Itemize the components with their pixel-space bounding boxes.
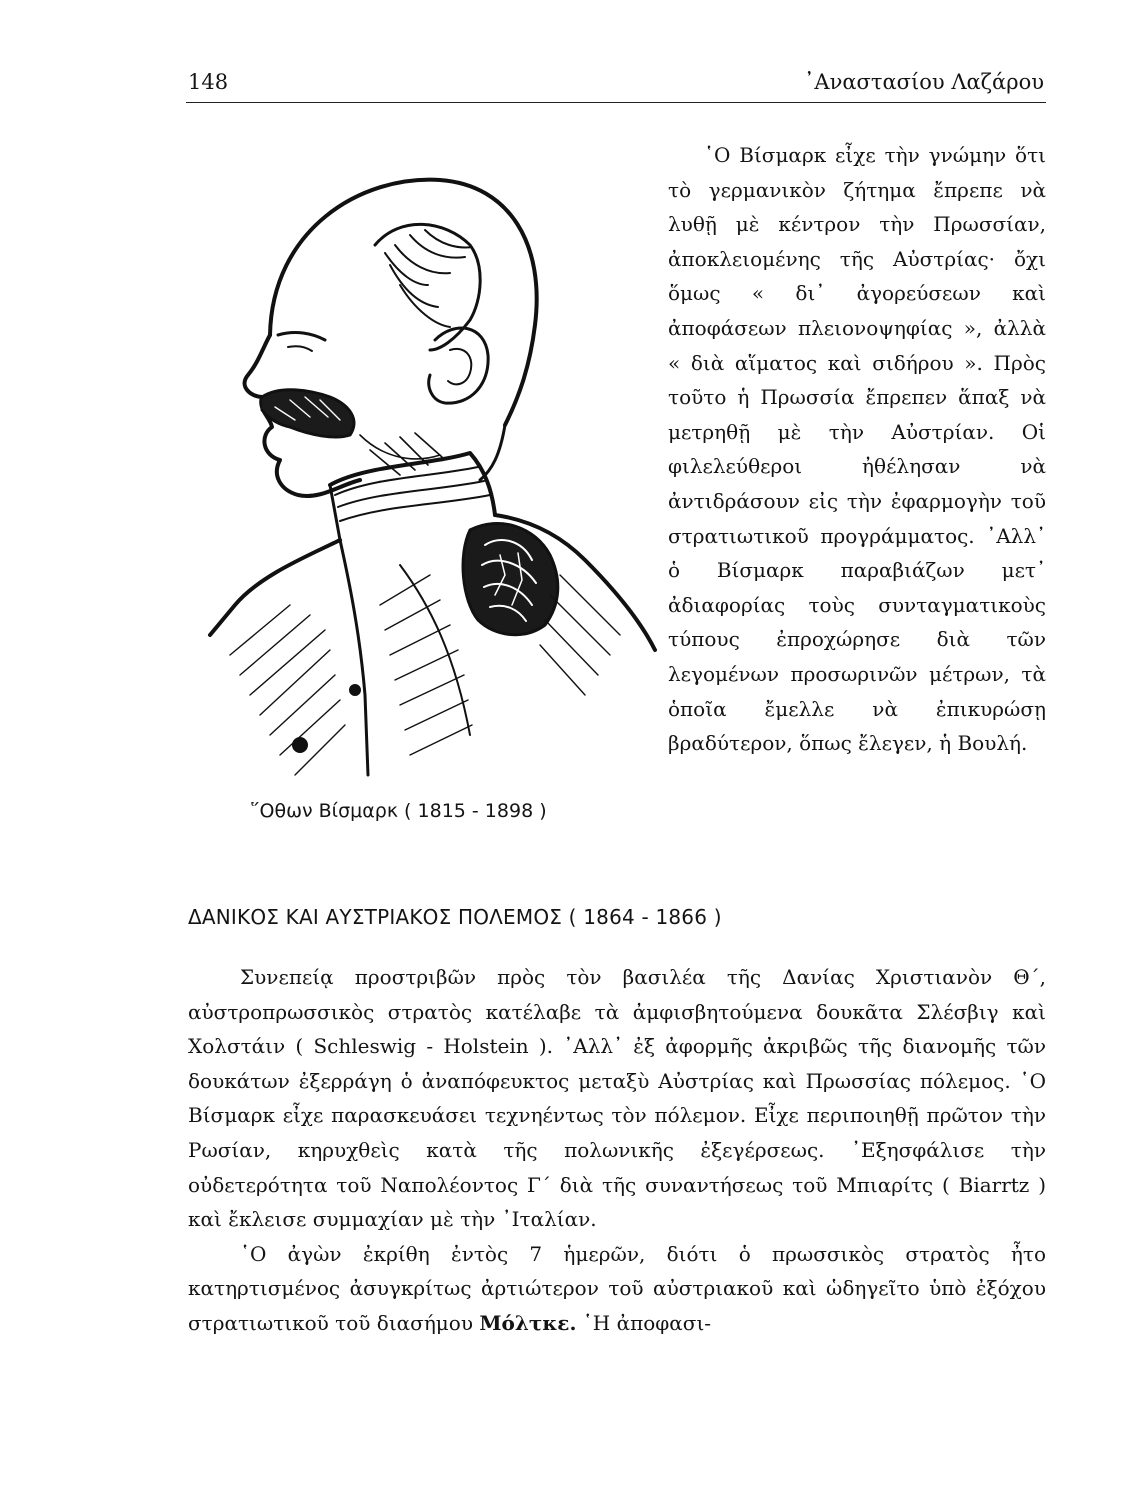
section-heading: ΔΑΝΙΚΟΣ ΚΑΙ ΑΥΣΤΡΙΑΚΟΣ ΠΟΛΕΜΟΣ ( 1864 - 1866 )	[188, 905, 722, 929]
running-title: ᾽Αναστασίου Λαζάρου	[803, 70, 1044, 94]
paragraph-2-text: ῾Ο ἀγὼν ἐκρίθη ἐντὸς 7 ἡμερῶν, διότι ὁ πρωσσικὸς στρατὸς ἦτο κατηρτισμένος ἀσυγκρίτως ἀρτιώτερον τοῦ αὐστριακοῦ καὶ ὡδηγεῖτο ὑπὸ ἐξόχου στρατιωτικοῦ τοῦ διασήμου	[188, 1241, 1046, 1335]
body-text	[188, 960, 1046, 1341]
paragraph-2-continuation: ῾Η ἀποφασι-	[582, 1310, 712, 1335]
page-number: 148	[188, 70, 229, 94]
paragraph-1: Συνεπείᾳ προστριβῶν πρὸς τὸν βασιλέα τῆς Δανίας Χριστιανὸν Θ΄, αὐστροπρωσσικὸς στρατὸς κατέλαβε τὰ ἀμφισβητούμενα δουκᾶτα Σλέσβιγ καὶ Χολστάιν ( Schleswig - Holstein ). ᾽Αλλ᾽ ἐξ ἀφορμῆς ἀκριβῶς τῆς διανομῆς τῶν δουκάτων ἐξερράγη ὁ ἀναπόφευκτος μεταξὺ Αὐστρίας καὶ Πρωσσίας πόλεμος. ῾Ο Βίσμαρκ εἶχε παρασκευάσει τεχνηέντως τὸν πόλεμον. Εἶχε περιποιηθῇ πρῶτον τὴν Ρωσίαν, κηρυχθεὶς κατὰ τῆς πολωνικῆς ἐξεγέρσεως. ᾽Εξησφάλισε τὴν οὐδετερότητα τοῦ Ναπολέοντος Γ΄ διὰ τῆς συναντήσεως τοῦ Μπιαρίτς ( Biarrtz ) καὶ ἔκλεισε συμμαχίαν μὲ τὴν ᾽Ιταλίαν.	[188, 965, 1046, 1232]
side-paragraph: ῾Ο Βίσμαρκ εἶχε τὴν γνώμην ὅτι τὸ γερμανικὸν ζήτημα ἔπρεπε νὰ λυθῇ μὲ κέντρον τὴν Πρωσσίαν, ἀποκλειομένης τῆς Αὐστρίας· ὄχι ὅμως « δι᾽ ἀγορεύσεων καὶ ἀποφάσεων πλειονοψηφίας », ἀλλὰ « διὰ αἵματος καὶ σιδήρου ». Πρὸς τοῦτο ἡ Πρωσσία ἔπρεπεν ἅπαξ νὰ μετρηθῇ μὲ τὴν Αὐστρίαν. Οἱ φιλελεύθεροι ἠθέλησαν νὰ ἀντιδράσουν εἰς τὴν ἐφαρμογὴν τοῦ στρατιωτικοῦ προγράμματος. ᾽Αλλ᾽ ὁ Βίσμαρκ παραβιάζων μετ᾽ ἀδιαφορίας τοὺς συνταγματικοὺς τύπους ἐπροχώρησε διὰ τῶν λεγομένων προσωρινῶν μέτρων, τὰ ὁποῖα ἔμελλε νὰ ἐπικυρώσῃ βραδύτερον, ὅπως ἔλεγεν, ἡ Βουλή.	[668, 143, 1046, 756]
bismarck-portrait-engraving	[200, 135, 670, 785]
side-column	[668, 138, 1046, 761]
figure-caption: ῞Οθων Βίσμαρκ ( 1815 - 1898 )	[250, 800, 547, 822]
paragraph-2	[188, 1237, 1046, 1341]
moltke-name: Μόλτκε.	[479, 1310, 577, 1335]
header-rule	[186, 102, 1046, 103]
